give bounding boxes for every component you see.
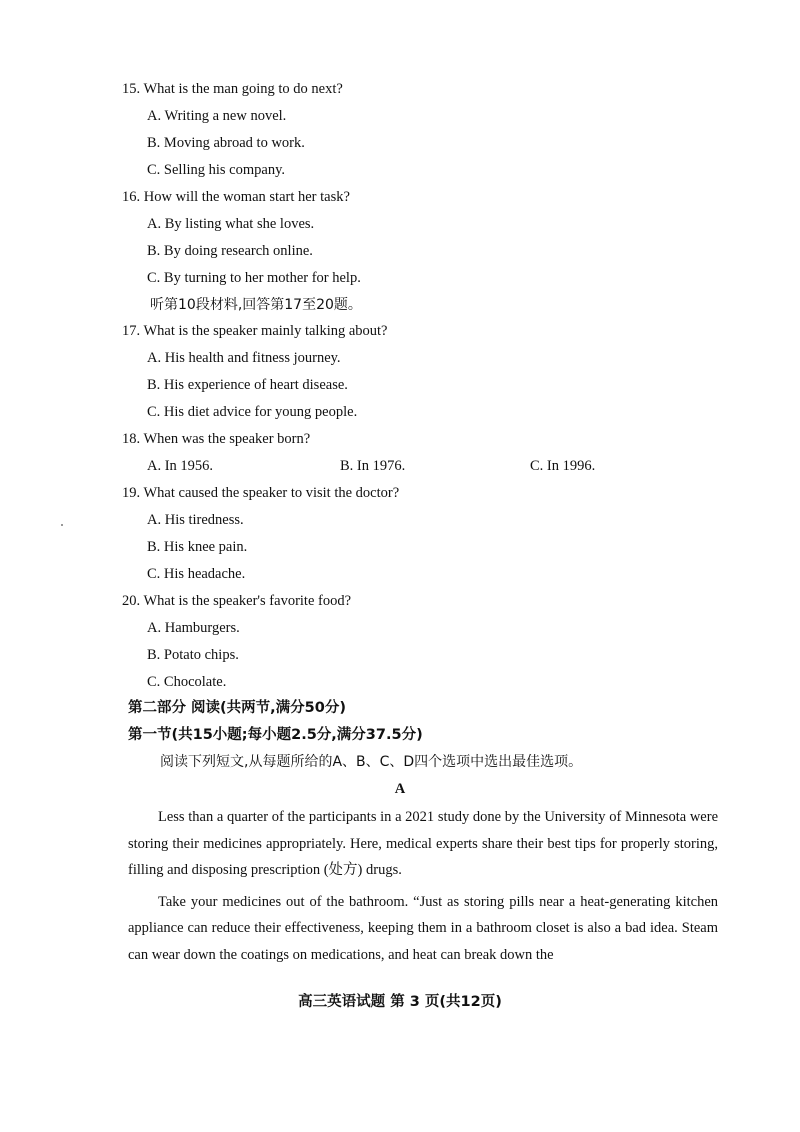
question-20-stem: 20. What is the speaker's favorite food? [122, 593, 352, 609]
question-20-option-a: A. Hamburgers. [147, 620, 240, 636]
question-15-option-c: C. Selling his company. [147, 162, 286, 178]
question-19-option-b: B. His knee pain. [147, 539, 248, 555]
question-18-option-a: A. In 1956. [147, 458, 214, 474]
question-16-option-c: C. By turning to her mother for help. [147, 270, 361, 286]
question-15-option-b: B. Moving abroad to work. [147, 135, 305, 151]
section-one-title: 第一节(共15小题;每小题2.5分,满分37.5分) [128, 727, 423, 743]
passage-a [128, 804, 718, 969]
question-20-option-b: B. Potato chips. [147, 647, 239, 663]
passage-paragraph: Take your medicines out of the bathroom. “Just as storing pills near a heat-generating kitchen appliance can reduce their effectiveness, keeping them in a bathroom closet is also a bad idea. Steam can wear down the coatings on medications, and heat can break down the [128, 893, 718, 963]
scan-speck [61, 524, 63, 526]
part-two-title: 第二部分 阅读(共两节,满分50分) [128, 700, 346, 716]
question-16-stem: 16. How will the woman start her task? [122, 189, 350, 205]
passage-paragraph: Less than a quarter of the participants in a 2021 study done by the University of Minnesota were storing their medicines appropriately. Here, medical experts share their best tips for properly storing, filling and disposing prescription (处方) drugs. [128, 809, 718, 879]
question-19-stem: 19. What caused the speaker to visit the doctor? [122, 485, 400, 501]
listening-instruction: 听第10段材料,回答第17至20题。 [150, 297, 362, 313]
question-15-option-a: A. Writing a new novel. [147, 108, 287, 124]
question-17-option-a: A. His health and fitness journey. [147, 350, 341, 366]
question-16-option-a: A. By listing what she loves. [147, 216, 315, 232]
question-17-option-b: B. His experience of heart disease. [147, 377, 348, 393]
question-20-option-c: C. Chocolate. [147, 674, 227, 690]
reading-instruction: 阅读下列短文,从每题所给的A、B、C、D四个选项中选出最佳选项。 [160, 754, 583, 770]
page-footer: 高三英语试题 第 3 页(共12页) [298, 994, 502, 1010]
passage-letter: A [394, 781, 406, 797]
question-19-option-c: C. His headache. [147, 566, 246, 582]
question-16-option-b: B. By doing research online. [147, 243, 313, 259]
question-18-option-b: B. In 1976. [340, 458, 406, 474]
question-17-option-c: C. His diet advice for young people. [147, 404, 358, 420]
question-18-option-c: C. In 1996. [530, 458, 596, 474]
question-18-stem: 18. When was the speaker born? [122, 431, 311, 447]
question-15-stem: 15. What is the man going to do next? [122, 81, 343, 97]
question-19-option-a: A. His tiredness. [147, 512, 244, 528]
question-17-stem: 17. What is the speaker mainly talking about? [122, 323, 388, 339]
